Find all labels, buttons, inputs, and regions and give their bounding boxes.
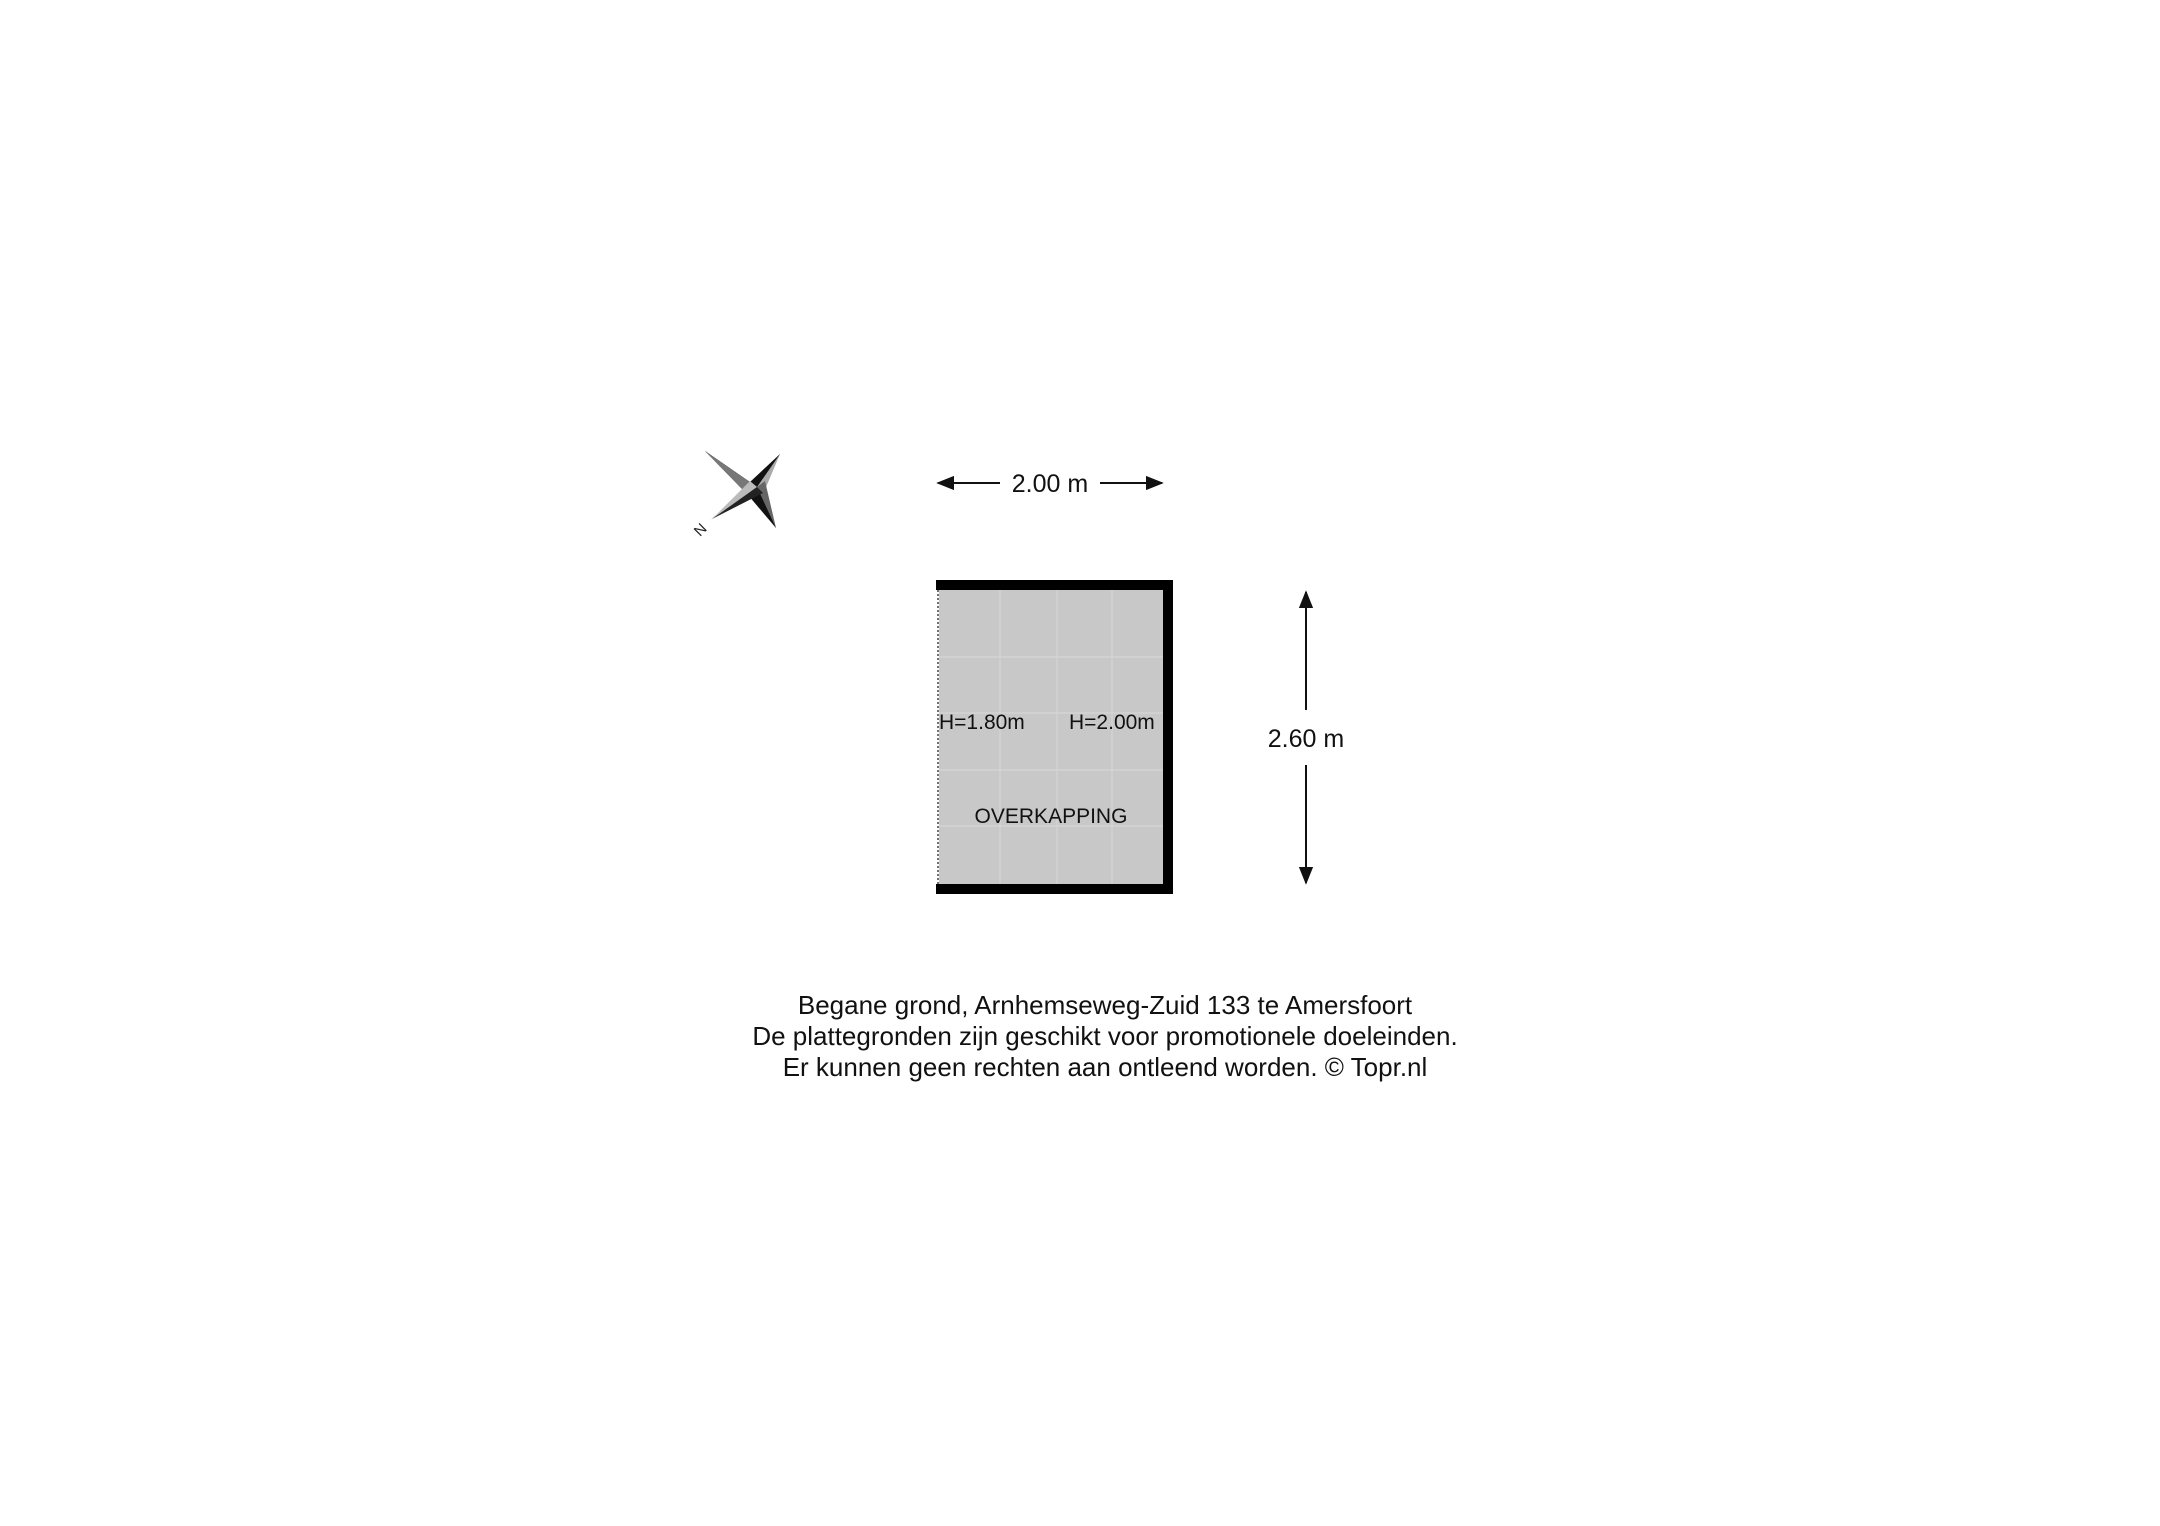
plan-caption	[580, 990, 1630, 1083]
room-height-right: H=2.00m	[1069, 711, 1155, 734]
room-overkapping	[936, 580, 1173, 894]
width-dimension	[938, 470, 1162, 498]
wall-right	[1163, 580, 1173, 894]
caption-line-2: De plattegronden zijn geschikt voor promotionele doeleinden.	[752, 1021, 1458, 1051]
room-name: OVERKAPPING	[974, 805, 1128, 828]
compass-rose-icon	[691, 451, 780, 540]
room-height-left: H=1.80m	[939, 711, 1025, 734]
wall-top	[936, 580, 1172, 590]
depth-label: 2.60 m	[1267, 725, 1345, 753]
wall-bottom	[936, 884, 1173, 894]
compass-north-letter: N	[690, 520, 711, 540]
room-floor	[939, 590, 1166, 886]
caption-line-3: Er kunnen geen rechten aan ontleend worden. © Topr.nl	[782, 1052, 1428, 1082]
depth-dimension	[1268, 592, 1344, 883]
width-label: 2.00 m	[1011, 470, 1089, 498]
caption-line-1: Begane grond, Arnhemseweg-Zuid 133 te Amersfoort	[797, 990, 1413, 1020]
